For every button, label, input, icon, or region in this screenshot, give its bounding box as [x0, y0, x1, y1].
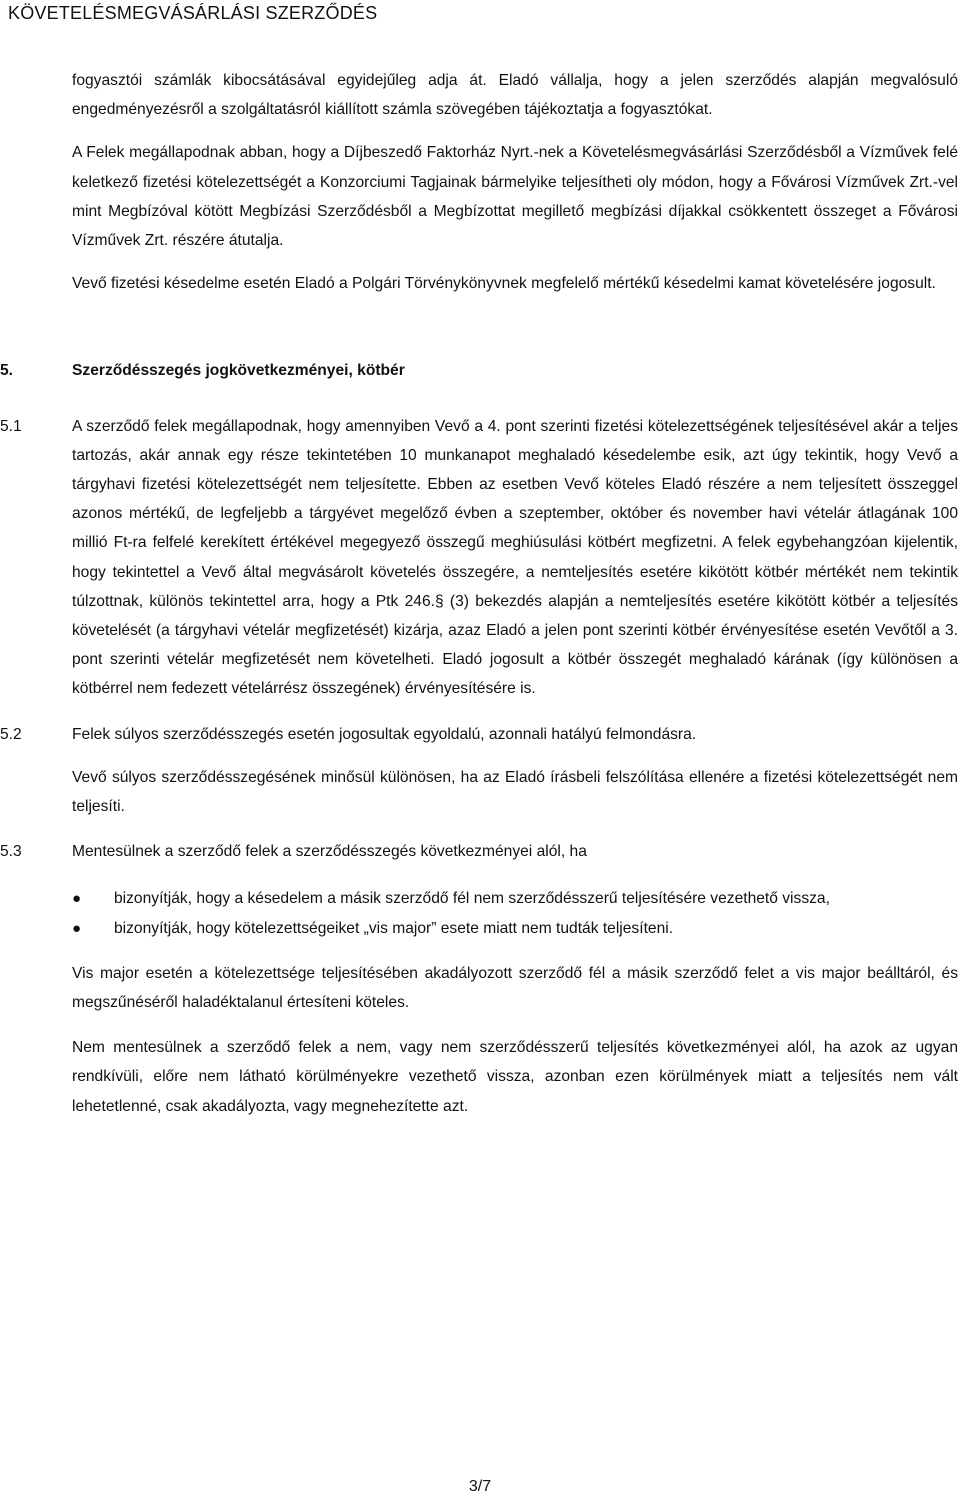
clause-5-1-text: A szerződő felek megállapodnak, hogy amennyiben Vevő a 4. pont szerinti fizetési kötelezettségének teljesítésével akár a teljes tartozás, akár annak egy része tekintetében 10 munkanapot meghaladó késedelembe esik, azt úgy tekintik, hogy Vevő a tárgyhavi fizetési kötelezettségét nem teljesítette. Ebben az esetben Vevő köteles Eladó részére a nem teljesített összeggel azonos mértékű, de legfeljebb a tárgyévet megelőző évben a szeptember, október és november havi vételár átlagának 100 millió Ft-ra felfelé kerekített értékével megegyező összegű meghiúsulási kötbért megfizetni. A felek egybehangzóan kijelentik, hogy tekintettel a Vevő által megvásárolt követelés összegére, a nemteljesítés esetére kikötött kötbér mértékét nem tekintik túlzottnak, különös tekintettel arra, hogy a Ptk 246.§ (3) bekezdés alapján a nemteljesítés esetére kikötött kötbér a teljesítés követelését (a tárgyhavi vételár megfizetését) kizárja, azaz Eladó a jelen pont szerinti kötbér érvényesítése esetén Vevőtől a 3. pont szerinti vételár megfizetését nem követelheti. Eladó jogosult a kötbér összegét meghaladó kárának (így különösen a kötbérrel nem fedezett vételárrész összegének) érvényesítésére is. — [72, 417, 958, 698]
section-5-number: 5. — [0, 362, 14, 380]
exemption-list-item — [72, 884, 958, 913]
exemption-list — [72, 884, 958, 942]
bullet-dot-icon: ● — [72, 890, 82, 908]
paragraph-late-payment: Vevő fizetési késedelme esetén Eladó a Polgári Törvénykönyvnek megfelelő mértékű késedelmi kamat követelésére jogosult. — [72, 275, 936, 293]
section-5-heading — [0, 356, 958, 385]
document-header-title: KÖVETELÉSMEGVÁSÁRLÁSI SZERZŐDÉS — [8, 3, 378, 23]
clause-5-1 — [0, 412, 958, 704]
paragraph-invoice: fogyasztói számlák kibocsátásával egyidejűleg adja át. Eladó vállalja, hogy a jelen szerződés alapján megvalósuló engedményezésről a szolgáltatásról kiállított számla szövegében tájékoztatja a fogyasztókat. — [72, 72, 958, 119]
clause-5-2-number: 5.2 — [0, 725, 22, 743]
page-number: 3/7 — [468, 1478, 492, 1495]
clause-5-1-number: 5.1 — [0, 417, 22, 435]
clause-5-3 — [0, 837, 958, 866]
clause-5-3-text: Mentesülnek a szerződő felek a szerződésszegés következményei alól, ha — [72, 843, 587, 861]
no-exemption-paragraph: Nem mentesülnek a szerződő felek a nem, vagy nem szerződésszerű teljesítés következményei alól, ha azok az ugyan rendkívüli, előre nem látható körülményekre vezethető vissza, azonban ezen körülmények miatt a teljesítés nem vált lehetetlenné, csak akadályozta, vagy megnehezítette azt. — [72, 1039, 958, 1115]
exemption-list-item-text: bizonyítják, hogy a késedelem a másik szerződő fél nem szerződésszerű teljesítésére vezethető vissza, — [114, 890, 830, 908]
clause-5-2-text-2: Vevő súlyos szerződésszegésének minősül különösen, ha az Eladó írásbeli felszólítása ellenére a fizetési kötelezettségét nem teljesíti. — [72, 768, 958, 816]
bullet-dot-icon: ● — [72, 919, 82, 937]
exemption-list-item-text: bizonyítják, hogy kötelezettségeiket „vis major” esete miatt nem tudták teljesíteni. — [114, 919, 674, 937]
document-body — [0, 66, 958, 1121]
paragraph-payment-transfer: A Felek megállapodnak abban, hogy a Díjbeszedő Faktorház Nyrt.-nek a Követelésmegvásárlási Szerződésből a Vízművek felé keletkező fizetési kötelezettségét a Konzorciumi Tagjainak bármelyike teljesítheti oly módon, hogy a Fővárosi Vízművek Zrt.-vel mint Megbízóval kötött Megbízási Szerződésből a Megbízottat megillető megbízási díjakkal csökkentett összeget a Fővárosi Vízművek Zrt. részére átutalja. — [72, 144, 958, 250]
exemption-list-item — [72, 914, 958, 943]
vis-major-paragraph: Vis major esetén a kötelezettsége teljesítésében akadályozott szerződő fél a másik szerződő felet a vis major beálltáról, és megszűnéséről haladéktalanul értesíteni köteles. — [72, 964, 958, 1012]
clause-5-3-number: 5.3 — [0, 843, 22, 861]
section-5-title: Szerződésszegés jogkövetkezményei, kötbér — [72, 362, 405, 380]
clause-5-2-text: Felek súlyos szerződésszegés esetén jogosultak egyoldalú, azonnali hatályú felmondásra. — [72, 725, 697, 743]
clause-5-2 — [0, 720, 958, 749]
